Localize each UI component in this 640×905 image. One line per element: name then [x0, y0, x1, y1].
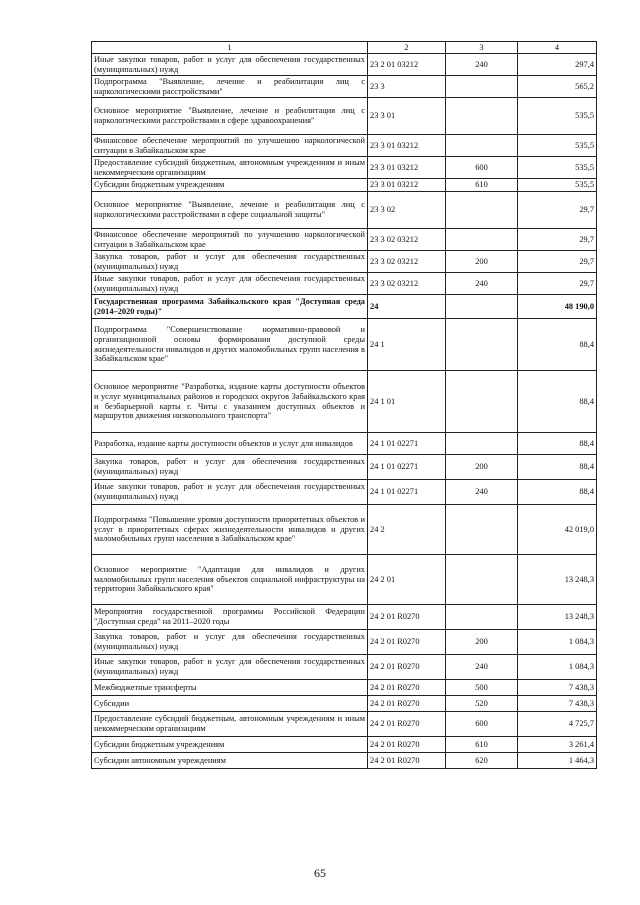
- cell-name: Субсидии бюджетным учреждениям: [92, 737, 368, 753]
- cell-amount: 42 019,0: [518, 505, 597, 555]
- table-row: [92, 192, 597, 229]
- cell-code: 24 2 01 R0270: [368, 696, 446, 712]
- cell-name: Финансовое обеспечение мероприятий по улучшению наркологической ситуации в Забайкальском крае: [92, 229, 368, 251]
- cell-vr: [446, 605, 518, 630]
- table-row: [92, 480, 597, 505]
- page-number: 65: [314, 866, 326, 880]
- cell-name: Иные закупки товаров, работ и услуг для обеспечения государственных (муниципальных) нужд: [92, 480, 368, 505]
- cell-amount: 1 084,3: [518, 655, 597, 680]
- cell-amount: 535,5: [518, 135, 597, 157]
- cell-name: Основное мероприятие "Выявление, лечение и реабилитация лиц с наркологическими расстройствами в сфере социальной защиты": [92, 192, 368, 229]
- cell-amount: 535,5: [518, 157, 597, 179]
- cell-vr: [446, 433, 518, 455]
- cell-code: 24 2: [368, 505, 446, 555]
- cell-code: 23 3: [368, 76, 446, 98]
- cell-amount: 88,4: [518, 433, 597, 455]
- cell-amount: 88,4: [518, 480, 597, 505]
- cell-code: 23 3 01: [368, 98, 446, 135]
- cell-name: Подпрограмма "Выявление, лечение и реабилитация лиц с наркологическими расстройствами": [92, 76, 368, 98]
- table-row: [92, 229, 597, 251]
- table-row: [92, 455, 597, 480]
- cell-name: Иные закупки товаров, работ и услуг для обеспечения государственных (муниципальных) нужд: [92, 273, 368, 295]
- cell-code: 24 2 01 R0270: [368, 655, 446, 680]
- column-header-amount: 4: [518, 42, 597, 54]
- cell-amount: 48 190,0: [518, 295, 597, 319]
- cell-amount: 1 084,3: [518, 630, 597, 655]
- cell-name: Финансовое обеспечение мероприятий по улучшению наркологической ситуации в Забайкальском крае: [92, 135, 368, 157]
- table-row: [92, 273, 597, 295]
- cell-vr: [446, 76, 518, 98]
- cell-name: Закупка товаров, работ и услуг для обеспечения государственных (муниципальных) нужд: [92, 251, 368, 273]
- cell-code: 24 1 01 02271: [368, 433, 446, 455]
- cell-vr: [446, 98, 518, 135]
- column-header-vr: 3: [446, 42, 518, 54]
- cell-code: 24 2 01 R0270: [368, 680, 446, 696]
- cell-amount: 535,5: [518, 179, 597, 192]
- table-row: [92, 157, 597, 179]
- cell-code: 24 1 01 02271: [368, 455, 446, 480]
- cell-vr: [446, 192, 518, 229]
- column-header-name: 1: [92, 42, 368, 54]
- cell-name: Основное мероприятие "Выявление, лечение и реабилитация лиц с наркологическими расстройствами в сфере здравоохранения": [92, 98, 368, 135]
- cell-vr: 520: [446, 696, 518, 712]
- cell-name: Основное мероприятие "Адаптация для инвалидов и других маломобильных групп населения объектов социальной инфраструктуры на территории Забайкальского края": [92, 555, 368, 605]
- cell-vr: 240: [446, 655, 518, 680]
- table-row: [92, 712, 597, 737]
- cell-amount: 13 248,3: [518, 555, 597, 605]
- cell-code: 24: [368, 295, 446, 319]
- cell-name: Государственная программа Забайкальского края "Доступная среда (2014–2020 годы)": [92, 295, 368, 319]
- cell-code: 23 3 02 03212: [368, 251, 446, 273]
- cell-name: Межбюджетные трансферты: [92, 680, 368, 696]
- cell-vr: 610: [446, 179, 518, 192]
- cell-code: 24 1 01 02271: [368, 480, 446, 505]
- table-row: [92, 179, 597, 192]
- table-row: [92, 251, 597, 273]
- table-row: [92, 295, 597, 319]
- cell-vr: [446, 295, 518, 319]
- cell-code: 24 1 01: [368, 371, 446, 433]
- cell-amount: 29,7: [518, 192, 597, 229]
- cell-amount: 535,5: [518, 98, 597, 135]
- table-row: [92, 753, 597, 769]
- cell-name: Закупка товаров, работ и услуг для обеспечения государственных (муниципальных) нужд: [92, 630, 368, 655]
- cell-amount: 29,7: [518, 229, 597, 251]
- cell-vr: 200: [446, 455, 518, 480]
- cell-name: Субсидии бюджетным учреждениям: [92, 179, 368, 192]
- cell-vr: 600: [446, 157, 518, 179]
- cell-vr: 200: [446, 630, 518, 655]
- cell-name: Мероприятия государственной программы Российской Федерации "Доступная среда" на 2011–2020 годы: [92, 605, 368, 630]
- cell-amount: 88,4: [518, 319, 597, 371]
- cell-amount: 13 248,3: [518, 605, 597, 630]
- table-row: [92, 630, 597, 655]
- cell-vr: 500: [446, 680, 518, 696]
- cell-code: 23 3 01 03212: [368, 157, 446, 179]
- cell-vr: [446, 229, 518, 251]
- table-row: [92, 98, 597, 135]
- cell-code: 24 2 01 R0270: [368, 753, 446, 769]
- cell-code: 24 2 01 R0270: [368, 605, 446, 630]
- cell-amount: 29,7: [518, 273, 597, 295]
- cell-amount: 565,2: [518, 76, 597, 98]
- table-row: [92, 319, 597, 371]
- cell-name: Субсидии автономным учреждениям: [92, 753, 368, 769]
- cell-vr: 240: [446, 54, 518, 76]
- cell-code: 23 3 02: [368, 192, 446, 229]
- cell-amount: 7 438,3: [518, 680, 597, 696]
- cell-name: Предоставление субсидий бюджетным, автономным учреждениям и иным некоммерческим организациям: [92, 712, 368, 737]
- table-row: [92, 555, 597, 605]
- cell-vr: [446, 135, 518, 157]
- cell-amount: 4 725,7: [518, 712, 597, 737]
- cell-vr: [446, 371, 518, 433]
- cell-code: 23 3 01 03212: [368, 179, 446, 192]
- cell-code: 23 3 01 03212: [368, 135, 446, 157]
- cell-code: 24 1: [368, 319, 446, 371]
- cell-name: Иные закупки товаров, работ и услуг для обеспечения государственных (муниципальных) нужд: [92, 655, 368, 680]
- table-row: [92, 505, 597, 555]
- cell-code: 23 3 02 03212: [368, 229, 446, 251]
- cell-code: 24 2 01 R0270: [368, 712, 446, 737]
- cell-vr: 200: [446, 251, 518, 273]
- table-row: [92, 737, 597, 753]
- cell-vr: [446, 555, 518, 605]
- cell-vr: [446, 505, 518, 555]
- cell-amount: 1 464,3: [518, 753, 597, 769]
- cell-amount: 88,4: [518, 371, 597, 433]
- cell-code: 24 2 01 R0270: [368, 737, 446, 753]
- cell-vr: 610: [446, 737, 518, 753]
- cell-code: 23 2 01 03212: [368, 54, 446, 76]
- cell-vr: 620: [446, 753, 518, 769]
- cell-name: Подпрограмма "Совершенствование нормативно-правовой и организационной основы формирования доступной среды жизнедеятельности инвалидов и других маломобильных групп населения в Забайкальском крае": [92, 319, 368, 371]
- cell-vr: 240: [446, 273, 518, 295]
- table-row: [92, 655, 597, 680]
- cell-amount: 7 438,3: [518, 696, 597, 712]
- table-row: [92, 605, 597, 630]
- table-row: [92, 433, 597, 455]
- table-row: [92, 696, 597, 712]
- cell-vr: [446, 319, 518, 371]
- table-body: [92, 54, 597, 769]
- cell-vr: 600: [446, 712, 518, 737]
- table-row: [92, 371, 597, 433]
- table-row: [92, 135, 597, 157]
- cell-name: Основное мероприятие "Разработка, издание карты доступности объектов и услуг муниципальных районов и городских округов Забайкальского края и безбарьерной карты г. Читы с указанием доступных объектов и маршрутов движения низкопольного транспорта": [92, 371, 368, 433]
- table-row: [92, 680, 597, 696]
- cell-amount: 297,4: [518, 54, 597, 76]
- column-header-code: 2: [368, 42, 446, 54]
- table-row: [92, 54, 597, 76]
- table-row: [92, 76, 597, 98]
- cell-name: Предоставление субсидий бюджетным, автономным учреждениям и иным некоммерческим организациям: [92, 157, 368, 179]
- cell-name: Подпрограмма "Повышение уровня доступности приоритетных объектов и услуг в приоритетных сферах жизнедеятельности инвалидов и других маломобильных групп населения в Забайкальском крае": [92, 505, 368, 555]
- budget-table: [91, 41, 597, 769]
- table-header-row: [92, 42, 597, 54]
- cell-amount: 3 261,4: [518, 737, 597, 753]
- cell-amount: 29,7: [518, 251, 597, 273]
- cell-code: 24 2 01: [368, 555, 446, 605]
- cell-name: Разработка, издание карты доступности объектов и услуг для инвалидов: [92, 433, 368, 455]
- cell-vr: 240: [446, 480, 518, 505]
- cell-name: Иные закупки товаров, работ и услуг для обеспечения государственных (муниципальных) нужд: [92, 54, 368, 76]
- cell-name: Субсидии: [92, 696, 368, 712]
- cell-code: 24 2 01 R0270: [368, 630, 446, 655]
- cell-amount: 88,4: [518, 455, 597, 480]
- cell-name: Закупка товаров, работ и услуг для обеспечения государственных (муниципальных) нужд: [92, 455, 368, 480]
- cell-code: 23 3 02 03212: [368, 273, 446, 295]
